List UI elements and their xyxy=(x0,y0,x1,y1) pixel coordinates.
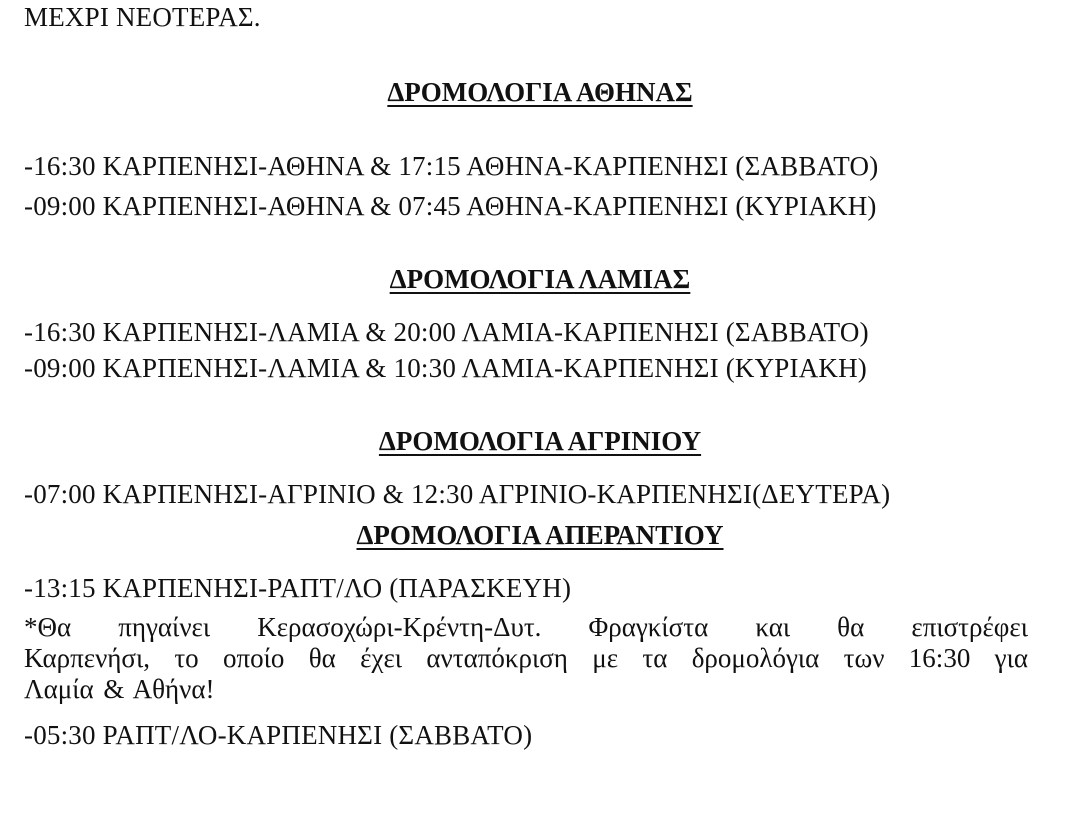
intro-text: ΜΕΧΡΙ ΝΕΟΤΕΡΑΣ. xyxy=(24,2,261,32)
section-heading-agrinio xyxy=(0,426,1080,456)
section-heading-aperantio-label: ΔΡΟΜΟΛΟΓΙΑ ΑΠΕΡΑΝΤΙΟΥ xyxy=(356,520,724,550)
route-line: -09:00 ΚΑΡΠΕΝΗΣΙ-ΑΘΗΝΑ & 07:45 ΑΘΗΝΑ-ΚΑΡΠΕΝΗΣΙ (ΚΥΡΙΑΚΗ) xyxy=(24,191,877,221)
route-note-row: Λαμία & Αθήνα! xyxy=(24,674,215,704)
route-line: -05:30 ΡΑΠΤ/ΛΟ-ΚΑΡΠΕΝΗΣΙ (ΣΑΒΒΑΤΟ) xyxy=(24,720,533,750)
route-line: -16:30 ΚΑΡΠΕΝΗΣΙ-ΑΘΗΝΑ & 17:15 ΑΘΗΝΑ-ΚΑΡΠΕΝΗΣΙ (ΣΑΒΒΑΤΟ) xyxy=(24,151,879,181)
route-note-row: Καρπενήσι, το οποίο θα έχει ανταπόκριση με τα δρομολόγια των 16:30 για xyxy=(24,643,1028,673)
section-heading-aperantio xyxy=(0,520,1080,550)
route-note xyxy=(24,612,1028,705)
section-heading-athens xyxy=(0,77,1080,107)
route-line: -16:30 ΚΑΡΠΕΝΗΣΙ-ΛΑΜΙΑ & 20:00 ΛΑΜΙΑ-ΚΑΡΠΕΝΗΣΙ (ΣΑΒΒΑΤΟ) xyxy=(24,317,869,347)
section-heading-lamia xyxy=(0,264,1080,294)
section-heading-agrinio-label: ΔΡΟΜΟΛΟΓΙΑ ΑΓΡΙΝΙΟΥ xyxy=(378,426,702,456)
route-line: -13:15 ΚΑΡΠΕΝΗΣΙ-ΡΑΠΤ/ΛΟ (ΠΑΡΑΣΚΕΥΗ) xyxy=(24,573,572,603)
route-line: -07:00 ΚΑΡΠΕΝΗΣΙ-ΑΓΡΙΝΙΟ & 12:30 ΑΓΡΙΝΙΟ-ΚΑΡΠΕΝΗΣΙ(ΔΕΥΤΕΡΑ) xyxy=(24,479,891,509)
section-heading-athens-label: ΔΡΟΜΟΛΟΓΙΑ ΑΘΗΝΑΣ xyxy=(387,77,693,107)
route-note-row: *Θα πηγαίνει Κερασοχώρι-Κρέντη-Δυτ. Φραγκίστα και θα επιστρέφει xyxy=(24,612,1028,642)
section-heading-lamia-label: ΔΡΟΜΟΛΟΓΙΑ ΛΑΜΙΑΣ xyxy=(389,264,691,294)
route-line: -09:00 ΚΑΡΠΕΝΗΣΙ-ΛΑΜΙΑ & 10:30 ΛΑΜΙΑ-ΚΑΡΠΕΝΗΣΙ (ΚΥΡΙΑΚΗ) xyxy=(24,353,867,383)
